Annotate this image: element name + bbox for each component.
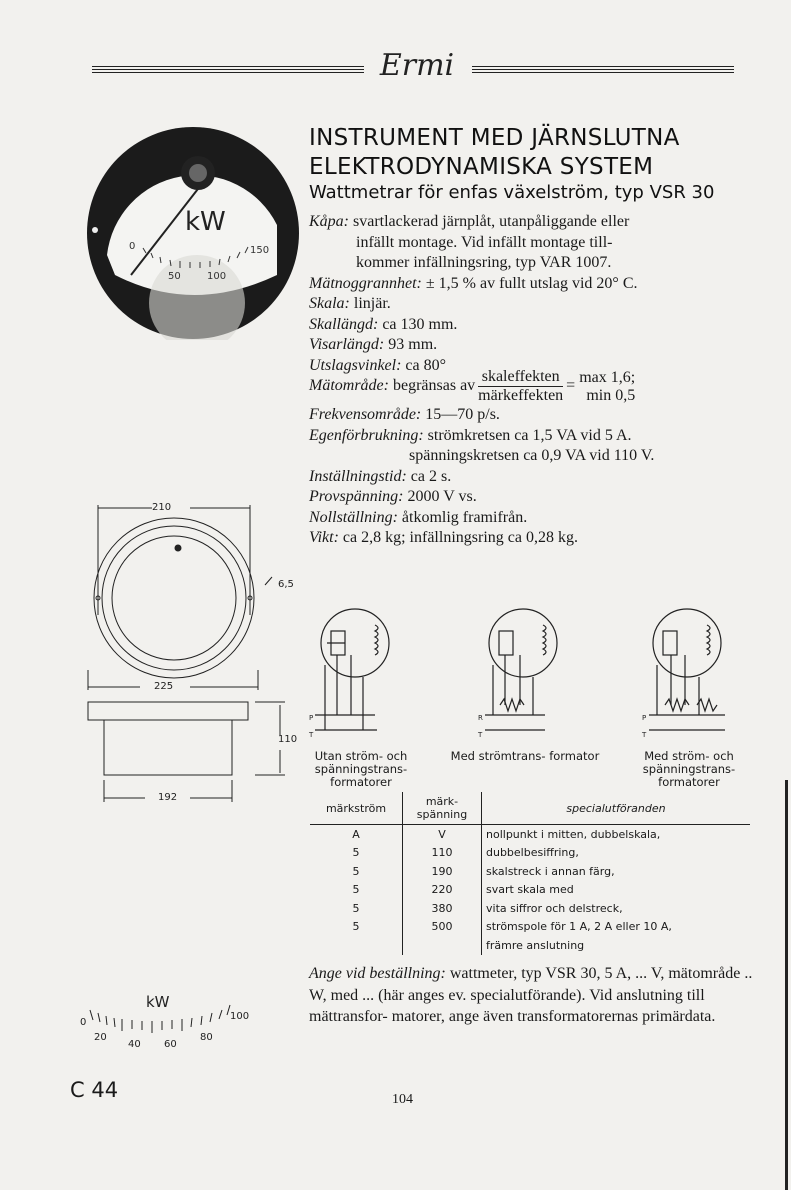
page-edge-line [785, 780, 788, 1190]
spec-visarlangd: Visarlängd: 93 mm. [309, 336, 438, 353]
spec-utslagsvinkel: Utslagsvinkel: ca 80° [309, 356, 447, 374]
table-row: 5 220 svart skala med [310, 881, 750, 900]
circuit3-t: T [642, 731, 647, 739]
dim-225: 225 [154, 681, 174, 692]
meter-scale-50: 50 [168, 271, 181, 282]
ordering-info: Ange vid beställning: wattmeter, typ VSR 30, 5 A, ... V, mätområde .. W, med ... (här anges ev. specialutförande). Vid anslutning till mättransfor- matorer, ange även transformatorernas primärdata. [309, 965, 753, 1025]
dim-192: 192 [158, 792, 178, 803]
meter-scale-150: 150 [250, 245, 270, 256]
specifications: Kåpa: svartlackerad järnplåt, utanpåliggande eller infällt montage. Vid infällt montage till- kommer infällningsring, typ VAR 1007. Mätnoggrannhet: ± 1,5 % av fullt utslag vid 20° C. Skala: linjär. Skallängd: ca 130 mm. Visarlängd: 93 mm. Utslagsvinkel: ca 80° Mätområde: begränsas av $\frac{\text{skaleffekten}}{\text{märkeffekten}}$ = max 1,6; min 0,5 Frekvensområde: 15—70 p/s. Egenförbrukning: strömkretsen ca 1,5 VA vid 5 A. spänningskretsen ca 0,9 VA vid 110 V. Inställningstid: ca 2 s. Provspänning: 2000 V vs. Nollställning: åtkomlig framifrån. Vikt: ca 2,8 kg; infällningsring ca 0,28 kg. [309, 212, 749, 549]
table-row: 5 380 vita siffror och delstreck, [310, 899, 750, 918]
col-markstrom: märkström [310, 792, 403, 825]
scale-label-80: 80 [200, 1032, 213, 1043]
page-title [309, 124, 680, 182]
circuit-caption-2: Med strömtrans- formator [450, 749, 600, 763]
spec-vikt: Vikt: ca 2,8 kg; infällningsring ca 0,28 kg. [309, 529, 578, 546]
meter-unit: kW [185, 207, 226, 237]
scale-label-60: 60 [164, 1039, 177, 1050]
title-line-2: ELEKTRODYNAMISKA SYSTEM [309, 154, 654, 180]
dimension-drawing [80, 495, 298, 805]
spec-skallangd: Skallängd: ca 130 mm. [309, 315, 458, 333]
scale-label-20: 20 [94, 1032, 107, 1043]
spec-skala: Skala: linjär. [309, 295, 391, 312]
spec-matomrade: Mätområde: begränsas av $\frac{\text{skaleffekten}}{\text{märkeffekten}}$ = max 1,6; min 0,5 [309, 368, 636, 404]
scale-drawing [80, 985, 280, 1065]
circuit3-p: P [642, 714, 647, 722]
spec-installningstid: Inställningstid: ca 2 s. [309, 467, 452, 485]
scale-label-0: 0 [80, 1017, 87, 1028]
scale-label-100: 100 [230, 1011, 250, 1022]
page-number: 104 [392, 1092, 413, 1107]
scale-unit: kW [146, 993, 170, 1011]
circuit2-r: R [478, 714, 483, 722]
spec-frekvens: Frekvensområde: 15—70 p/s. [309, 406, 500, 423]
spec-noggrannhet: Mätnoggrannhet: ± 1,5 % av fullt utslag vid 20° C. [309, 274, 638, 292]
table-row: A V nollpunkt i mitten, dubbelskala, [310, 825, 750, 844]
spec-egenforbrukning: Egenförbrukning: strömkretsen ca 1,5 VA vid 5 A. [309, 426, 632, 444]
table-header-row [310, 792, 750, 825]
specification-table [310, 792, 750, 955]
table-row: 5 110 dubbelbesiffring, [310, 844, 750, 863]
circuit-diagrams [305, 605, 760, 750]
top-rule-right [472, 66, 734, 75]
dim-110: 110 [278, 734, 298, 745]
table-row: främre anslutning [310, 936, 750, 955]
title-line-1: INSTRUMENT MED JÄRNSLUTNA [309, 125, 680, 151]
col-markspanning: märk- spänning [403, 792, 482, 825]
top-rule-left [92, 66, 364, 75]
circuit2-t: T [478, 731, 483, 739]
catalog-code: C 44 [70, 1078, 119, 1102]
dim-6-5: 6,5 [278, 579, 294, 590]
max-min: max 1,6; min 0,5 [579, 368, 636, 404]
circuit-caption-3: Med ström- och spänningstrans- formatorer [642, 749, 736, 789]
fraction: $\frac{\text{skaleffekten}}{\text{märkeffekten}}$ [478, 368, 564, 404]
col-specialutforanden: specialutföranden [482, 792, 751, 825]
spec-kapa: Kåpa: svartlackerad järnplåt, utanpåliggande eller [309, 213, 630, 230]
scale-label-40: 40 [128, 1039, 141, 1050]
meter-scale-0: 0 [129, 241, 136, 252]
spec-provspanning: Provspänning: 2000 V vs. [309, 488, 477, 505]
meter-scale-100: 100 [207, 271, 227, 282]
wattmeter-photo [85, 125, 300, 340]
ermi-logo: Ermi [379, 48, 455, 83]
table-row: 5 190 skalstreck i annan färg, [310, 862, 750, 881]
circuit-caption-1: Utan ström- och spänningstrans- formatorer [314, 749, 408, 789]
table-row: 5 500 strömspole för 1 A, 2 A eller 10 A, [310, 918, 750, 937]
circuit1-t: T [309, 731, 314, 739]
page-subtitle: Wattmetrar för enfas växelström, typ VSR 30 [309, 182, 715, 203]
dim-210: 210 [152, 502, 172, 513]
circuit1-p: P [309, 714, 314, 722]
spec-nollstallning: Nollställning: åtkomlig framifrån. [309, 508, 528, 526]
